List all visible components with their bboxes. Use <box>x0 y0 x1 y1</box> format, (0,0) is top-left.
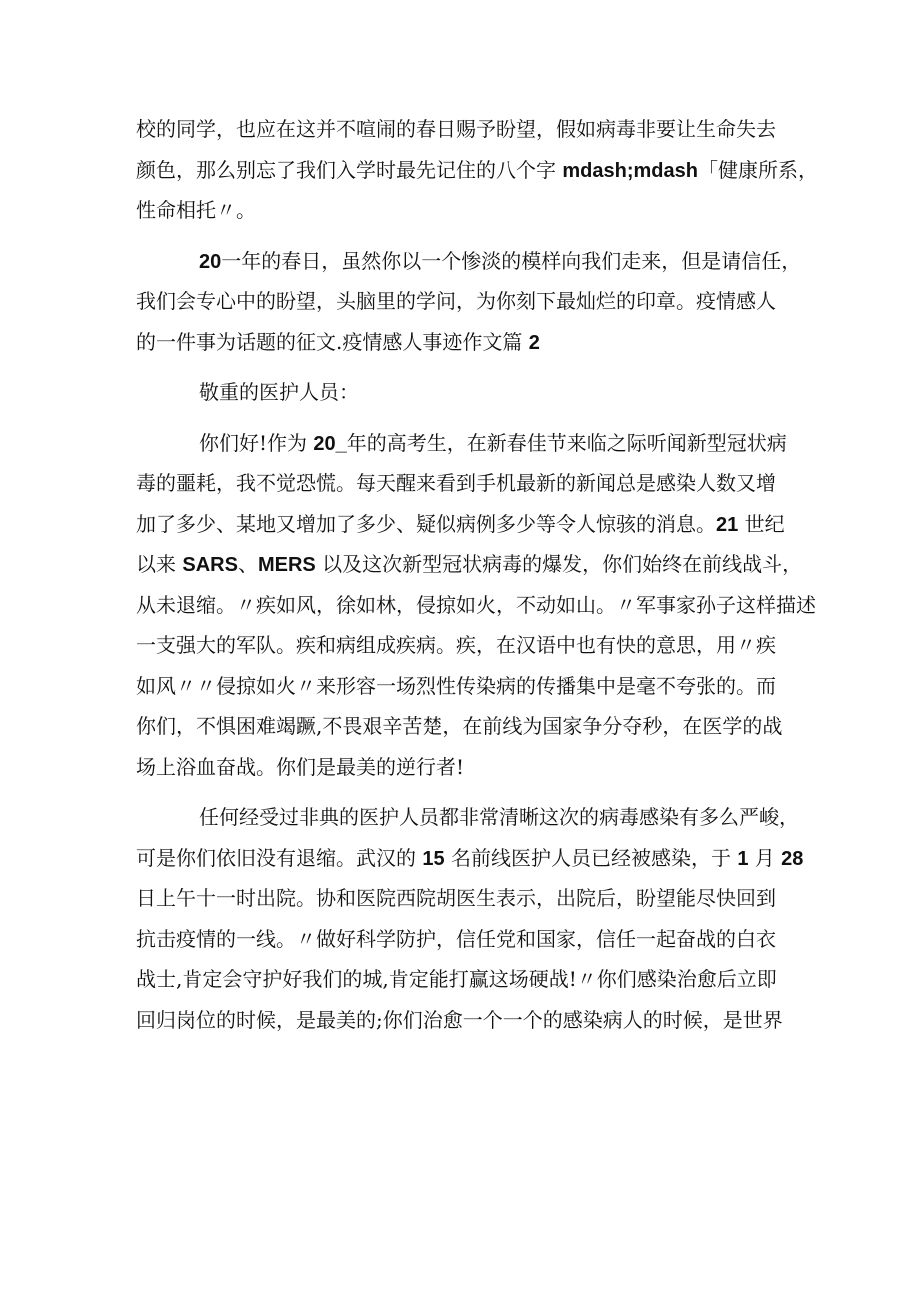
paragraph-5 <box>136 797 804 1040</box>
text-line <box>136 625 791 666</box>
text-run-bold: 15 <box>422 847 445 870</box>
text-run: 如风〃〃侵掠如火〃来形容一场烈性传染病的传播集中是毫不夸张的。而 <box>136 673 776 698</box>
text-run: 回归岗位的时候，是最美的;你们治愈一个一个的感染病人的时候，是世界 <box>136 1007 783 1032</box>
text-run: 的一件事为话题的征文.疫情感人事迹作文篇 <box>136 329 529 354</box>
text-run: 敬重的医护人员： <box>199 380 359 404</box>
text-line <box>136 747 791 788</box>
text-run: 一支强大的军队。疾和病组成疾病。疾，在汉语中也有快的意思，用〃疾 <box>136 633 776 657</box>
text-line <box>136 504 791 545</box>
text-run: 校的同学，也应在这并不喧闹的春日赐予盼望，假如病毒非要让生命失去 <box>136 117 776 141</box>
text-line <box>136 919 791 960</box>
text-run: 你们，不惧困难竭蹶,不畏艰辛苦楚，在前线为国家争分夺秒，在医学的战 <box>136 714 783 738</box>
text-run: 场上浴血奋战。你们是最美的逆行者! <box>136 754 465 779</box>
text-line <box>136 150 818 191</box>
text-run: 以及这次新型冠状病毒的爆发，你们始终在前线战斗， <box>315 552 803 576</box>
text-line <box>136 190 791 231</box>
text-run-bold: 28 <box>781 847 804 870</box>
text-run: 你们好!作为 <box>199 430 314 455</box>
text-run: 可是你们依旧没有退缩。武汉的 <box>136 845 423 870</box>
text-run-bold: 1 <box>737 847 749 870</box>
text-line <box>136 281 791 322</box>
text-run: 我们会专心中的盼望，头脑里的学问，为你刻下最灿烂的印章。疫情感人 <box>136 289 776 313</box>
text-run: 任何经受过非典的医护人员都非常清晰这次的病毒感染有多么严峻， <box>199 805 799 829</box>
text-run: 年的高考生，在新春佳节来临之际听闻新型冠状病 <box>346 430 787 455</box>
text-run-bold: 2 <box>528 331 540 354</box>
text-run: 加了多少、某地又增加了多少、疑似病例多少等令人惊骇的消息。 <box>136 511 716 536</box>
text-run: 名前线医护人员已经被感染，于 <box>444 845 738 870</box>
text-line <box>136 706 791 747</box>
paragraph-1 <box>136 109 818 231</box>
text-run: 、 <box>237 552 258 576</box>
text-line <box>136 838 804 879</box>
text-run: 世纪 <box>738 511 785 536</box>
text-run: 性命相托〃。 <box>136 198 256 222</box>
text-run: 颜色，那么别忘了我们入学时最先记住的八个字 <box>136 157 563 182</box>
document-page <box>136 109 818 1040</box>
text-line <box>136 109 791 150</box>
text-run-bold: SARS <box>182 554 238 576</box>
text-line <box>136 423 791 464</box>
text-line <box>136 797 799 838</box>
text-run-bold: 20 <box>199 250 222 273</box>
text-line <box>136 959 791 1000</box>
paragraph-4 <box>136 423 816 788</box>
text-line <box>136 585 816 626</box>
text-line <box>136 1000 791 1041</box>
text-run: 一年的春日，虽然你以一个惨淡的模样向我们走来，但是请信任， <box>221 248 802 273</box>
text-run: 抗击疫情的一线。〃做好科学防护，信任党和国家，信任一起奋战的白衣 <box>136 926 776 951</box>
text-line <box>136 241 802 282</box>
text-run: 从未退缩。〃疾如风，徐如林，侵掠如火，不动如山。〃军事家孙子这样描述 <box>136 592 816 617</box>
text-line <box>136 322 791 363</box>
text-run: 「健康所系， <box>697 157 818 182</box>
text-line <box>136 544 803 585</box>
text-run-bold: mdash;mdash <box>562 159 698 182</box>
paragraph-3 <box>136 372 791 413</box>
text-line <box>136 463 791 504</box>
text-line <box>136 372 791 413</box>
text-run: 以来 <box>136 552 183 576</box>
text-line <box>136 666 791 707</box>
text-run: 毒的噩耗，我不觉恐慌。每天醒来看到手机最新的新闻总是感染人数又增 <box>136 471 776 495</box>
text-run: 战士,肯定会守护好我们的城,肯定能打赢这场硬战!〃你们感染治愈后立即 <box>136 967 777 991</box>
text-line <box>136 878 791 919</box>
text-run: 月 <box>748 845 782 870</box>
text-run-bold: 20_ <box>313 432 347 455</box>
text-run-bold: MERS <box>257 554 316 576</box>
text-run: 日上午十一时出院。协和医院西院胡医生表示，出院后，盼望能尽快回到 <box>136 886 776 910</box>
paragraph-2 <box>136 241 802 363</box>
text-run-bold: 21 <box>716 513 739 536</box>
